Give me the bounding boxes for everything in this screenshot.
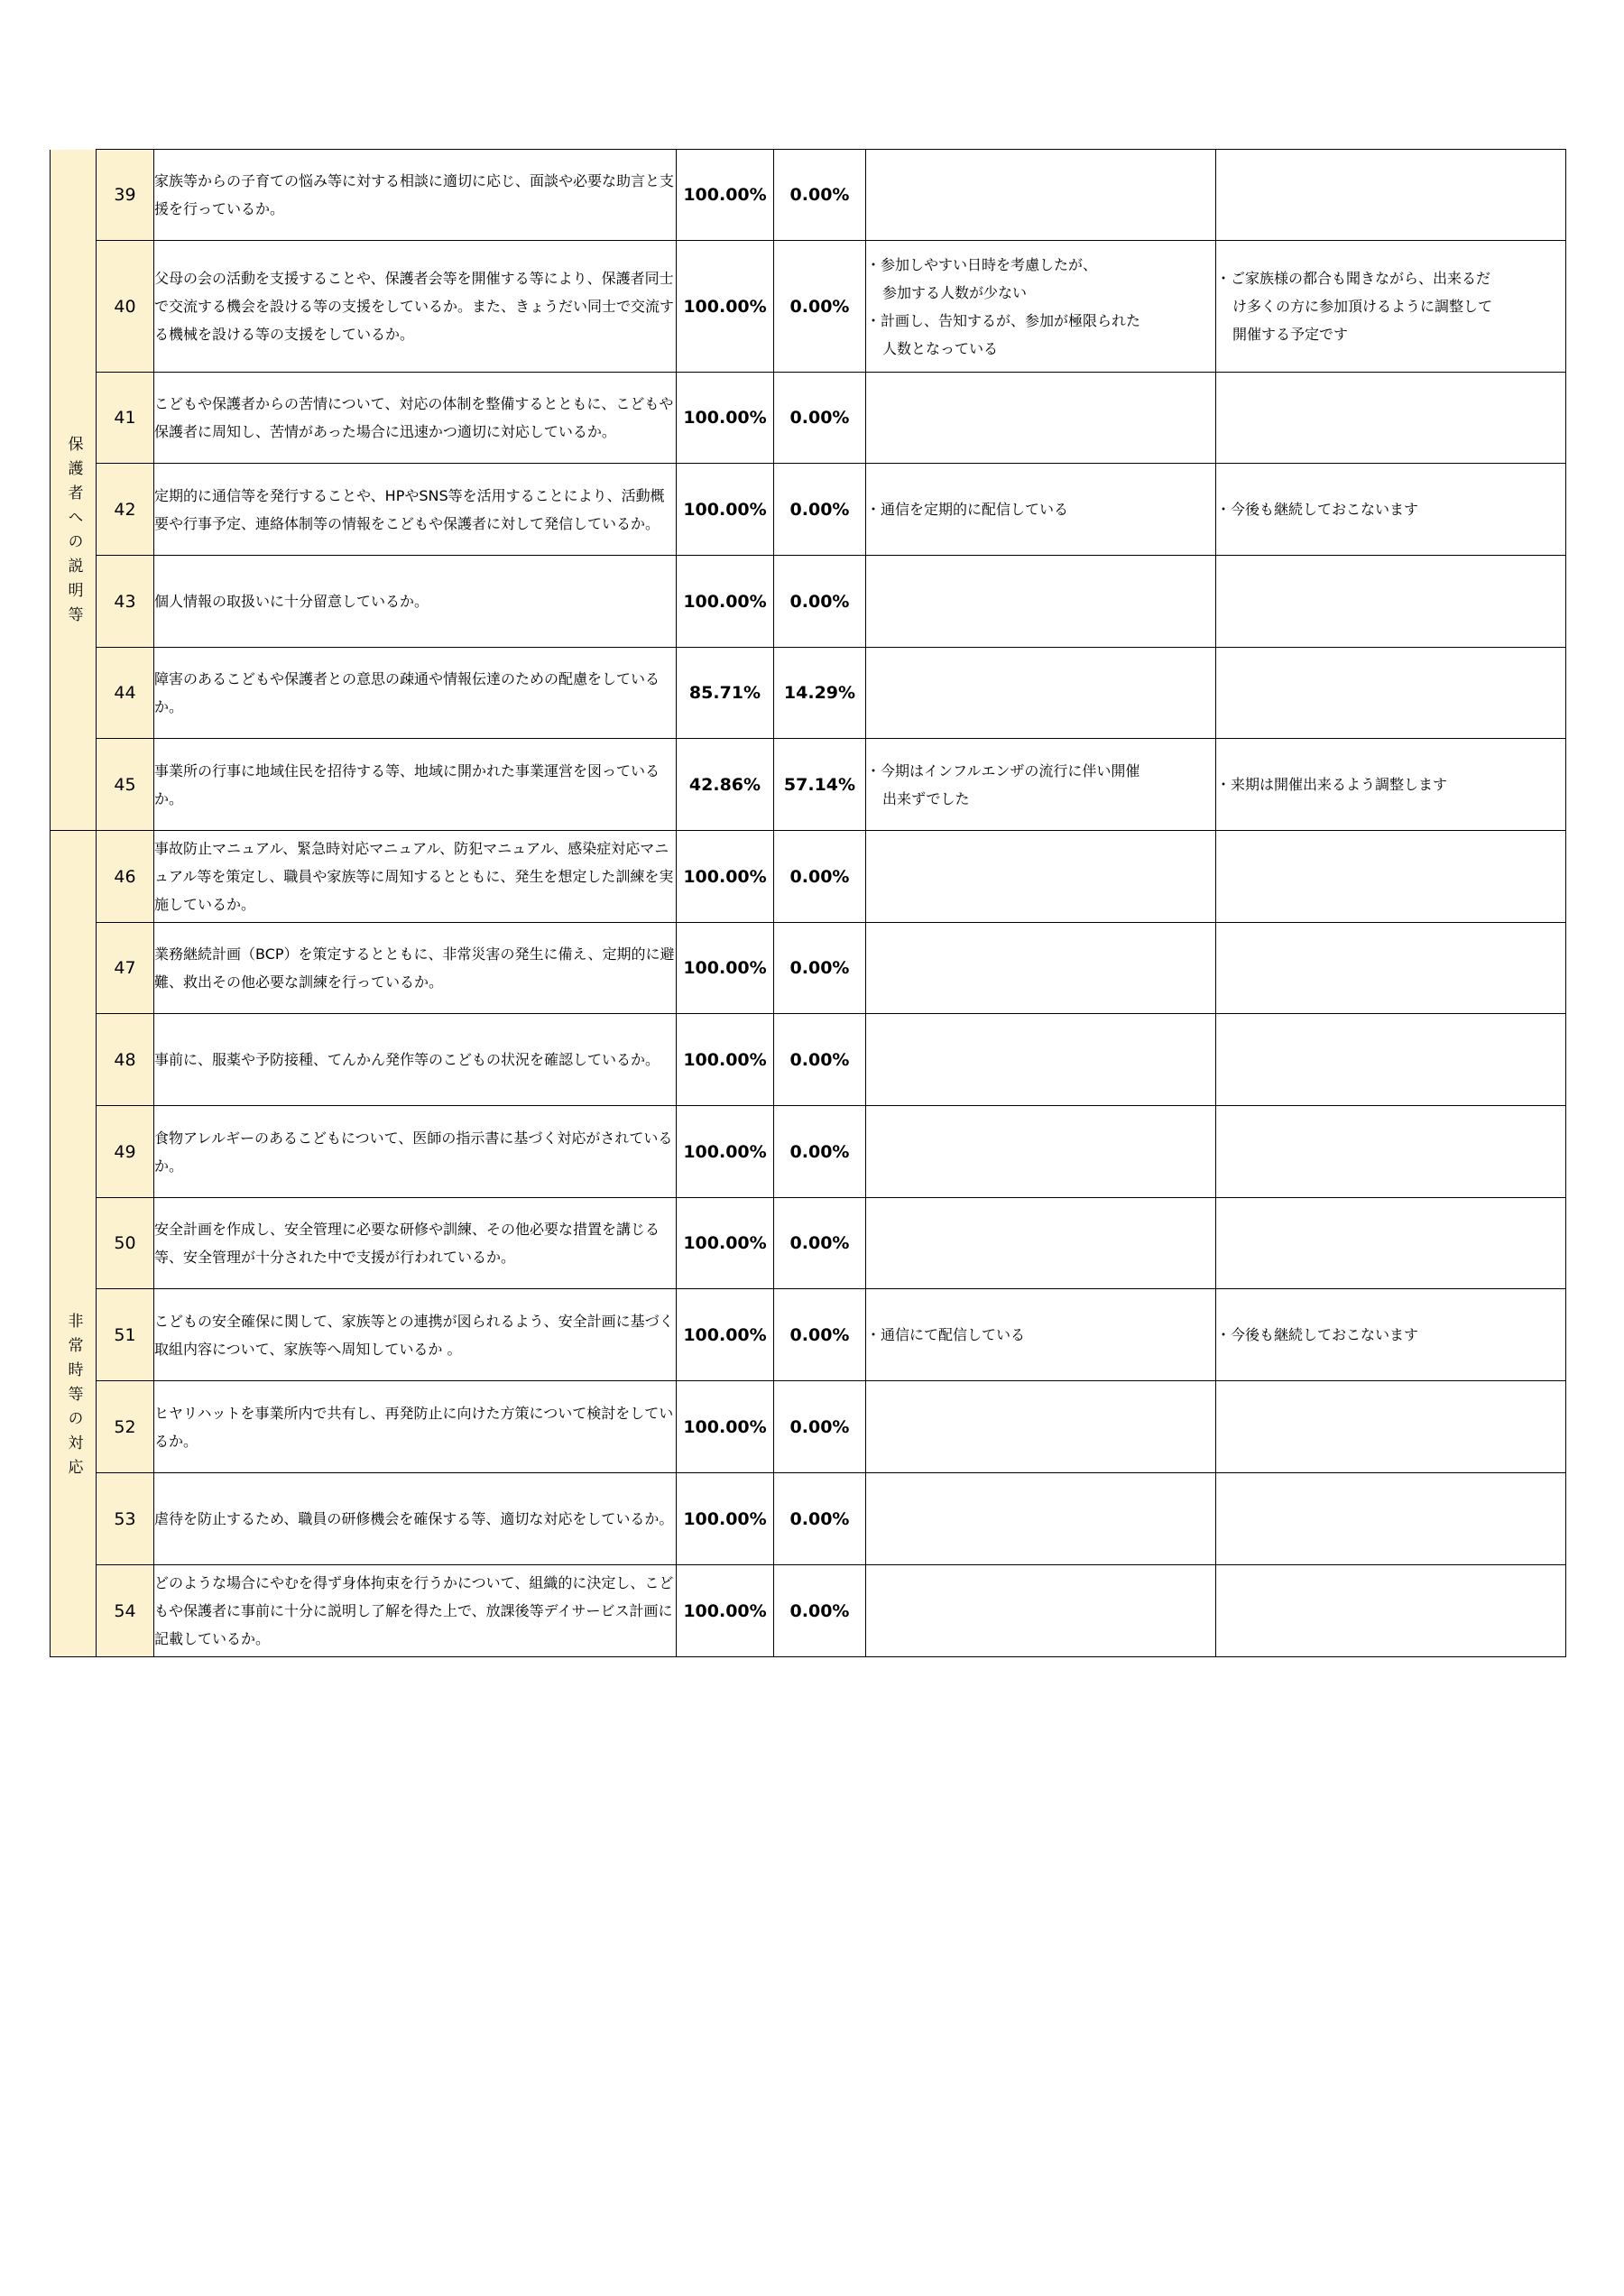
item-number: 39	[97, 150, 154, 241]
item-number: 49	[97, 1106, 154, 1198]
category-explanation	[51, 150, 97, 831]
table-row	[51, 1473, 1566, 1565]
improvements-cell	[1216, 556, 1566, 648]
yes-percent: 100.00%	[677, 464, 774, 556]
yes-percent: 100.00%	[677, 1198, 774, 1289]
item-text: 業務継続計画（BCP）を策定するとともに、非常災害の発生に備え、定期的に避難、救出その他必要な訓練を行っているか。	[154, 923, 677, 1014]
item-text: 家族等からの子育ての悩み等に対する相談に適切に応じ、面談や必要な助言と支援を行っているか。	[154, 150, 677, 241]
item-text: どのような場合にやむを得ず身体拘束を行うかについて、組織的に決定し、こどもや保護者に事前に十分に説明し了解を得た上で、放課後等デイサービス計画に記載しているか。	[154, 1565, 677, 1657]
table-row	[51, 464, 1566, 556]
item-number: 42	[97, 464, 154, 556]
no-percent: 0.00%	[774, 923, 866, 1014]
no-percent: 0.00%	[774, 1106, 866, 1198]
improvements-cell-line: け多くの方に参加頂けるように調整して	[1232, 298, 1493, 315]
item-text: 個人情報の取扱いに十分留意しているか。	[154, 556, 677, 648]
issues-cell	[866, 1565, 1216, 1657]
improvements-cell	[1216, 1198, 1566, 1289]
item-number: 51	[97, 1289, 154, 1381]
item-text: ヒヤリハットを事業所内で共有し、再発防止に向けた方策について検討をしているか。	[154, 1381, 677, 1473]
improvements-cell-line: ・今後も継続しておこないます	[1216, 501, 1419, 518]
issues-cell-line: 人数となっている	[882, 339, 999, 357]
issues-cell-line: 参加する人数が少ない	[882, 283, 1028, 301]
item-number: 53	[97, 1473, 154, 1565]
issues-cell-line: ・計画し、告知するが、参加が極限られた	[866, 311, 1141, 329]
yes-percent: 100.00%	[677, 150, 774, 241]
category-emergency-label: 非常時等の対応	[64, 1312, 83, 1483]
no-percent: 0.00%	[774, 1381, 866, 1473]
item-number: 46	[97, 831, 154, 923]
improvements-cell	[1216, 923, 1566, 1014]
issues-cell	[866, 1381, 1216, 1473]
issues-cell	[866, 373, 1216, 464]
category-explanation-label: 保護者への説明等	[64, 435, 83, 631]
item-number: 52	[97, 1381, 154, 1473]
yes-percent: 100.00%	[677, 1381, 774, 1473]
no-percent: 0.00%	[774, 150, 866, 241]
no-percent: 0.00%	[774, 1014, 866, 1106]
item-text: 虐待を防止するため、職員の研修機会を確保する等、適切な対応をしているか。	[154, 1473, 677, 1565]
evaluation-sheet	[50, 149, 1566, 1657]
item-text: 事前に、服薬や予防接種、てんかん発作等のこどもの状況を確認しているか。	[154, 1014, 677, 1106]
item-text: 障害のあるこどもや保護者との意思の疎通や情報伝達のための配慮をしているか。	[154, 648, 677, 739]
improvements-cell	[1216, 648, 1566, 739]
no-percent: 14.29%	[774, 648, 866, 739]
issues-cell-line: 出来ずでした	[882, 789, 970, 807]
issues-cell	[866, 241, 1216, 373]
yes-percent: 100.00%	[677, 241, 774, 373]
item-text: 定期的に通信等を発行することや、HPやSNS等を活用することにより、活動概要や行事予定、連絡体制等の情報をこどもや保護者に対して発信しているか。	[154, 464, 677, 556]
issues-cell	[866, 739, 1216, 831]
no-percent: 0.00%	[774, 1198, 866, 1289]
improvements-cell	[1216, 1106, 1566, 1198]
improvements-cell	[1216, 1473, 1566, 1565]
yes-percent: 100.00%	[677, 923, 774, 1014]
improvements-cell	[1216, 1565, 1566, 1657]
no-percent: 0.00%	[774, 556, 866, 648]
improvements-cell	[1216, 1289, 1566, 1381]
item-text: 事故防止マニュアル、緊急時対応マニュアル、防犯マニュアル、感染症対応マニュアル等を策定し、職員や家族等に周知するとともに、発生を想定した訓練を実施しているか。	[154, 831, 677, 923]
yes-percent: 100.00%	[677, 1473, 774, 1565]
no-percent: 0.00%	[774, 1473, 866, 1565]
yes-percent: 100.00%	[677, 556, 774, 648]
yes-percent: 100.00%	[677, 1014, 774, 1106]
issues-cell-line: ・通信を定期的に配信している	[866, 501, 1069, 518]
yes-percent: 100.00%	[677, 1106, 774, 1198]
no-percent: 57.14%	[774, 739, 866, 831]
table-row	[51, 648, 1566, 739]
improvements-cell-line: ・来期は開催出来るよう調整します	[1216, 776, 1448, 793]
table-row	[51, 1198, 1566, 1289]
improvements-cell	[1216, 373, 1566, 464]
table-row	[51, 556, 1566, 648]
item-number: 48	[97, 1014, 154, 1106]
no-percent: 0.00%	[774, 1289, 866, 1381]
no-percent: 0.00%	[774, 373, 866, 464]
table-row	[51, 373, 1566, 464]
improvements-cell	[1216, 150, 1566, 241]
no-percent: 0.00%	[774, 241, 866, 373]
improvements-cell	[1216, 241, 1566, 373]
table-row	[51, 739, 1566, 831]
issues-cell	[866, 1014, 1216, 1106]
improvements-cell	[1216, 739, 1566, 831]
improvements-cell-line: ・今後も継続しておこないます	[1216, 1326, 1419, 1343]
item-text: 安全計画を作成し、安全管理に必要な研修や訓練、その他必要な措置を講じる等、安全管理が十分された中で支援が行われているか。	[154, 1198, 677, 1289]
evaluation-table	[50, 149, 1566, 1657]
table-row	[51, 831, 1566, 923]
item-number: 45	[97, 739, 154, 831]
item-text: 食物アレルギーのあるこどもについて、医師の指示書に基づく対応がされているか。	[154, 1106, 677, 1198]
item-number: 50	[97, 1198, 154, 1289]
table-row	[51, 1014, 1566, 1106]
improvements-cell	[1216, 831, 1566, 923]
yes-percent: 100.00%	[677, 373, 774, 464]
issues-cell	[866, 1289, 1216, 1381]
item-text: 事業所の行事に地域住民を招待する等、地域に開かれた事業運営を図っているか。	[154, 739, 677, 831]
issues-cell	[866, 464, 1216, 556]
no-percent: 0.00%	[774, 464, 866, 556]
issues-cell-line: ・参加しやすい日時を考慮したが、	[866, 255, 1098, 273]
item-number: 43	[97, 556, 154, 648]
item-number: 54	[97, 1565, 154, 1657]
table-row	[51, 1565, 1566, 1657]
issues-cell	[866, 923, 1216, 1014]
item-number: 40	[97, 241, 154, 373]
table-row	[51, 1381, 1566, 1473]
issues-cell	[866, 150, 1216, 241]
item-number: 47	[97, 923, 154, 1014]
table-row	[51, 1106, 1566, 1198]
table-row	[51, 150, 1566, 241]
issues-cell-line: ・通信にて配信している	[866, 1326, 1026, 1343]
improvements-cell	[1216, 1014, 1566, 1106]
yes-percent: 42.86%	[677, 739, 774, 831]
item-number: 41	[97, 373, 154, 464]
issues-cell	[866, 1473, 1216, 1565]
item-text: こどもや保護者からの苦情について、対応の体制を整備するとともに、こどもや保護者に周知し、苦情があった場合に迅速かつ適切に対応しているか。	[154, 373, 677, 464]
yes-percent: 100.00%	[677, 1565, 774, 1657]
improvements-cell	[1216, 1381, 1566, 1473]
item-text: こどもの安全確保に関して、家族等との連携が図られるよう、安全計画に基づく取組内容について、家族等へ周知しているか 。	[154, 1289, 677, 1381]
yes-percent: 85.71%	[677, 648, 774, 739]
issues-cell	[866, 1106, 1216, 1198]
issues-cell-line: ・今期はインフルエンザの流行に伴い開催	[866, 761, 1140, 779]
improvements-cell-line: ・ご家族様の都合も聞きながら、出来るだ	[1216, 270, 1491, 287]
issues-cell	[866, 556, 1216, 648]
table-row	[51, 241, 1566, 373]
table-row	[51, 1289, 1566, 1381]
no-percent: 0.00%	[774, 831, 866, 923]
no-percent: 0.00%	[774, 1565, 866, 1657]
issues-cell	[866, 648, 1216, 739]
table-row	[51, 923, 1566, 1014]
item-number: 44	[97, 648, 154, 739]
issues-cell	[866, 831, 1216, 923]
improvements-cell-line: 開催する予定です	[1232, 326, 1349, 343]
yes-percent: 100.00%	[677, 831, 774, 923]
yes-percent: 100.00%	[677, 1289, 774, 1381]
issues-cell	[866, 1198, 1216, 1289]
category-emergency	[51, 831, 97, 1657]
improvements-cell	[1216, 464, 1566, 556]
item-text: 父母の会の活動を支援することや、保護者会等を開催する等により、保護者同士で交流する機会を設ける等の支援をしているか。また、きょうだい同士で交流する機械を設ける等の支援をしているか。	[154, 241, 677, 373]
